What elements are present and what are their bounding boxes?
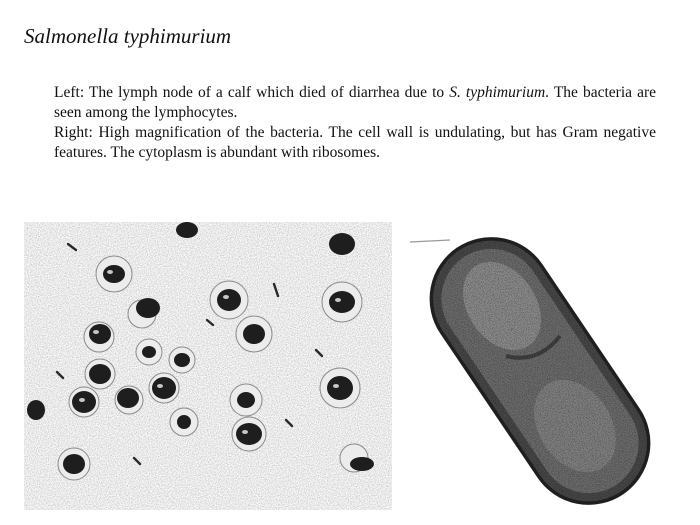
- caption-right: Right: High magnification of the bacteria. The cell wall is undulating, but has Gram negative features. The cytoplasm is abundant with ribosomes.: [54, 124, 656, 161]
- caption-left: Left: The lymph node of a calf which died of diarrhea due to S. typhimurium. The bacteria are seen among the lymphocytes.: [54, 84, 657, 121]
- lymph-node-micrograph: [24, 222, 392, 510]
- caption-block: [54, 83, 656, 163]
- caption-left-species: S. typhimurium: [449, 84, 546, 101]
- slide-title: Salmonella typhimurium: [24, 24, 232, 48]
- bacterium-micrograph: [410, 236, 666, 506]
